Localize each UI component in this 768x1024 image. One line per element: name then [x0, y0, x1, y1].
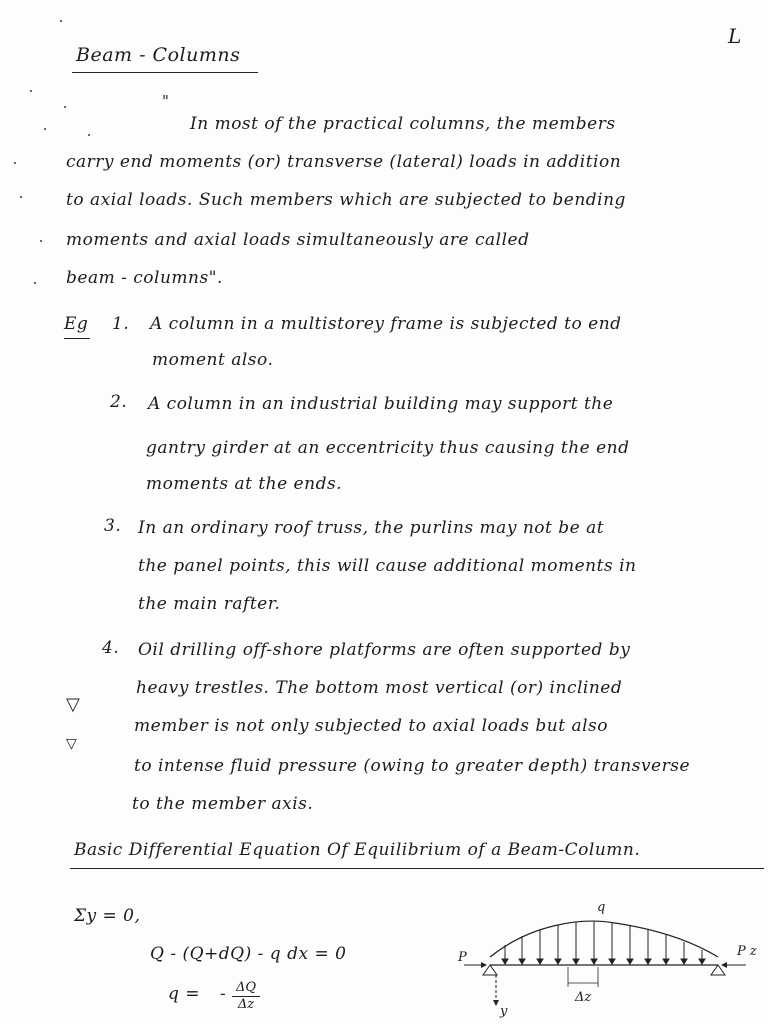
- example-3-line-3: the main rafter.: [138, 594, 281, 614]
- section-heading-underline: [70, 868, 764, 869]
- example-4-line-2: heavy trestles. The bottom most vertical (or) inclined: [136, 678, 623, 698]
- fraction-numerator: ΔQ: [232, 980, 260, 997]
- example-3-number: 3.: [104, 516, 122, 536]
- diagram-label-y: y: [500, 1004, 508, 1019]
- diagram-label-q: q: [597, 900, 606, 915]
- section-heading: Basic Differential Equation Of Equilibrium of a Beam-Column.: [74, 840, 641, 860]
- example-2-number: 2.: [110, 392, 128, 412]
- example-4-number: 4.: [102, 638, 120, 658]
- paper-speck: [60, 20, 62, 22]
- example-1-line-1: A column in a multistorey frame is subjected to end: [150, 314, 622, 334]
- equation-q-fraction: [232, 980, 260, 1013]
- equation-q-prefix: [168, 984, 226, 1004]
- equation-balance: Q - (Q+dQ) - q dx = 0: [150, 944, 347, 964]
- example-2-line-2: gantry girder at an eccentricity thus causing the end: [146, 438, 630, 458]
- paper-speck: [88, 134, 90, 136]
- example-3-line-1: In an ordinary roof truss, the purlins may not be at: [138, 518, 605, 538]
- page-corner-mark: L: [728, 24, 742, 48]
- example-4-line-3: member is not only subjected to axial loads but also: [134, 716, 608, 736]
- intro-line-3: to axial loads. Such members which are subjected to bending: [66, 190, 626, 210]
- diagram-label-p-right: P z: [737, 944, 757, 959]
- open-quote: ": [162, 92, 170, 110]
- paper-speck: [14, 162, 16, 164]
- paper-speck: [34, 282, 36, 284]
- load-arrows: [502, 921, 705, 964]
- left-axial-arrowhead-icon: [481, 962, 487, 968]
- diagram-label-dz: Δz: [575, 990, 592, 1005]
- paper-speck: [64, 106, 66, 108]
- example-2-line-1: A column in an industrial building may support the: [148, 394, 614, 414]
- fraction-denominator: Δz: [237, 997, 255, 1012]
- right-axial-arrowhead-icon: [721, 962, 727, 968]
- equation-sum-y: Σy = 0,: [74, 906, 141, 926]
- left-support-icon: [483, 965, 497, 975]
- intro-line-5: beam - columns".: [66, 268, 223, 288]
- example-4-line-5: to the member axis.: [132, 794, 314, 814]
- y-axis-arrowhead-icon: [493, 1000, 499, 1006]
- paper-speck: [30, 90, 32, 92]
- examples-label-underline: [64, 338, 90, 339]
- example-1-number: 1.: [112, 314, 130, 334]
- example-4-line-4: to intense fluid pressure (owing to greater depth) transverse: [134, 756, 691, 776]
- intro-line-4: moments and axial loads simultaneously are called: [66, 230, 530, 250]
- paper-speck: [40, 240, 42, 242]
- equation-q-minus: -: [219, 984, 227, 1004]
- equation-q-lhs: q =: [168, 984, 201, 1004]
- example-4-line-1: Oil drilling off-shore platforms are often supported by: [138, 640, 631, 660]
- margin-triangle-mark: ▽: [66, 694, 80, 715]
- intro-line-2: carry end moments (or) transverse (lateral) loads in addition: [66, 152, 622, 172]
- paper-speck: [20, 196, 22, 198]
- diagram-label-p-left: P: [458, 950, 467, 965]
- example-3-line-2: the panel points, this will cause additional moments in: [138, 556, 637, 576]
- example-2-line-3: moments at the ends.: [146, 474, 343, 494]
- intro-line-1: In most of the practical columns, the members: [190, 114, 616, 134]
- examples-label: Eg: [64, 314, 89, 334]
- title-underline: [72, 72, 258, 73]
- right-support-icon: [711, 965, 725, 975]
- page-title: Beam - Columns: [76, 44, 241, 66]
- paper-speck: [44, 128, 46, 130]
- example-1-line-2: moment also.: [152, 350, 274, 370]
- margin-triangle-mark-small: ▽: [66, 736, 77, 752]
